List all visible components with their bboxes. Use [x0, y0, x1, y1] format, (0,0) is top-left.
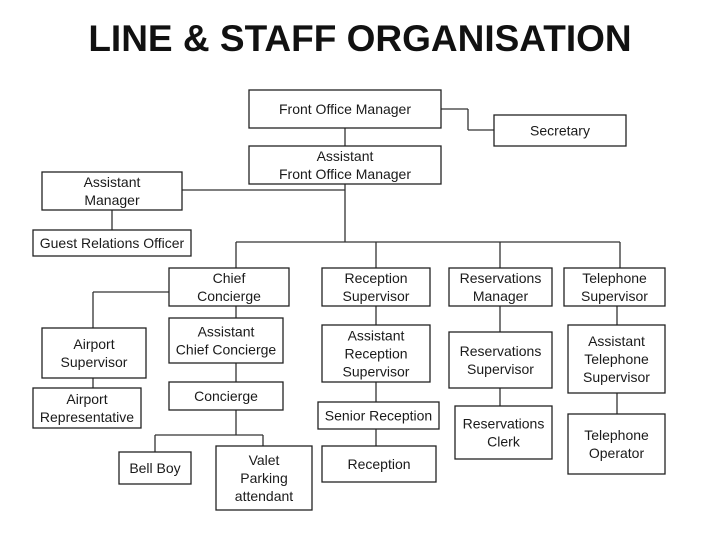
org-label-vpa: attendant [234, 488, 294, 504]
org-label-vpa: Parking [240, 470, 288, 486]
org-node-ts [564, 268, 665, 306]
org-node-as [42, 328, 146, 378]
org-label-sec: Secretary [530, 122, 590, 139]
org-node-ress [449, 332, 552, 388]
org-node-gro [33, 230, 191, 256]
org-label-ts: Telephone [582, 270, 647, 286]
org-label-cc: Concierge [197, 288, 261, 304]
org-node-sec [494, 115, 626, 146]
org-label-ar: Airport [66, 391, 108, 407]
org-label-afom: Assistant [316, 148, 374, 164]
org-label-gro: Guest Relations Officer [39, 235, 185, 251]
org-nodes [33, 90, 665, 510]
org-node-vpa [216, 446, 312, 510]
org-label-bb: Bell Boy [129, 460, 181, 476]
org-label-rc: Clerk [487, 433, 520, 450]
org-label-acc: Assistant [197, 323, 255, 340]
org-node-ats [568, 325, 665, 393]
org-label-con: Concierge [194, 388, 258, 404]
org-node-am [42, 172, 182, 210]
org-label-ars: Assistant [347, 327, 405, 344]
org-label-ress: Reservations [459, 343, 542, 359]
org-label-sr: Senior Reception [324, 407, 433, 424]
org-node-resm [449, 268, 552, 306]
org-node-con [169, 382, 283, 410]
org-node-rec [322, 446, 436, 482]
org-label-acc: Chief Concierge [175, 341, 277, 358]
org-label-resm: Manager [472, 288, 529, 304]
org-label-as: Supervisor [60, 354, 128, 370]
org-box-rc [455, 406, 552, 459]
org-label-to: Operator [588, 445, 645, 461]
org-label-am: Manager [84, 192, 140, 208]
org-node-acc [169, 318, 283, 363]
org-node-cc [169, 268, 289, 306]
org-label-ars: Reception [344, 345, 408, 362]
org-node-fom [249, 90, 441, 128]
org-label-fom: Front Office Manager [278, 101, 412, 117]
org-box-to [568, 414, 665, 474]
org-box-ress [449, 332, 552, 388]
org-node-sr [318, 402, 439, 429]
org-node-rc [455, 406, 552, 459]
org-node-ars [322, 325, 430, 382]
org-label-rs: Reception [344, 270, 408, 286]
org-label-rec: Reception [347, 456, 411, 472]
page-title: LINE & STAFF ORGANISATION [88, 18, 632, 59]
org-node-ar [33, 388, 141, 428]
org-node-afom [249, 146, 441, 184]
org-label-ats: Telephone [584, 351, 649, 367]
org-label-cc: Chief [212, 270, 246, 286]
org-label-ats: Supervisor [583, 369, 650, 385]
org-label-afom: Front Office Manager [278, 166, 412, 182]
org-label-ars: Supervisor [342, 363, 410, 380]
org-label-ar: Representative [39, 409, 135, 425]
org-label-ress: Supervisor [467, 361, 534, 377]
org-node-bb [119, 452, 191, 484]
org-label-as: Airport [73, 336, 115, 352]
org-label-resm: Reservations [459, 270, 542, 286]
org-label-ts: Supervisor [581, 288, 648, 304]
org-node-rs [322, 268, 430, 306]
org-label-rs: Supervisor [342, 288, 410, 304]
org-node-to [568, 414, 665, 474]
org-label-vpa: Valet [248, 452, 280, 468]
org-label-ats: Assistant [588, 333, 645, 349]
org-label-to: Telephone [584, 427, 649, 443]
org-label-am: Assistant [83, 174, 141, 190]
org-label-rc: Reservations [462, 415, 545, 432]
